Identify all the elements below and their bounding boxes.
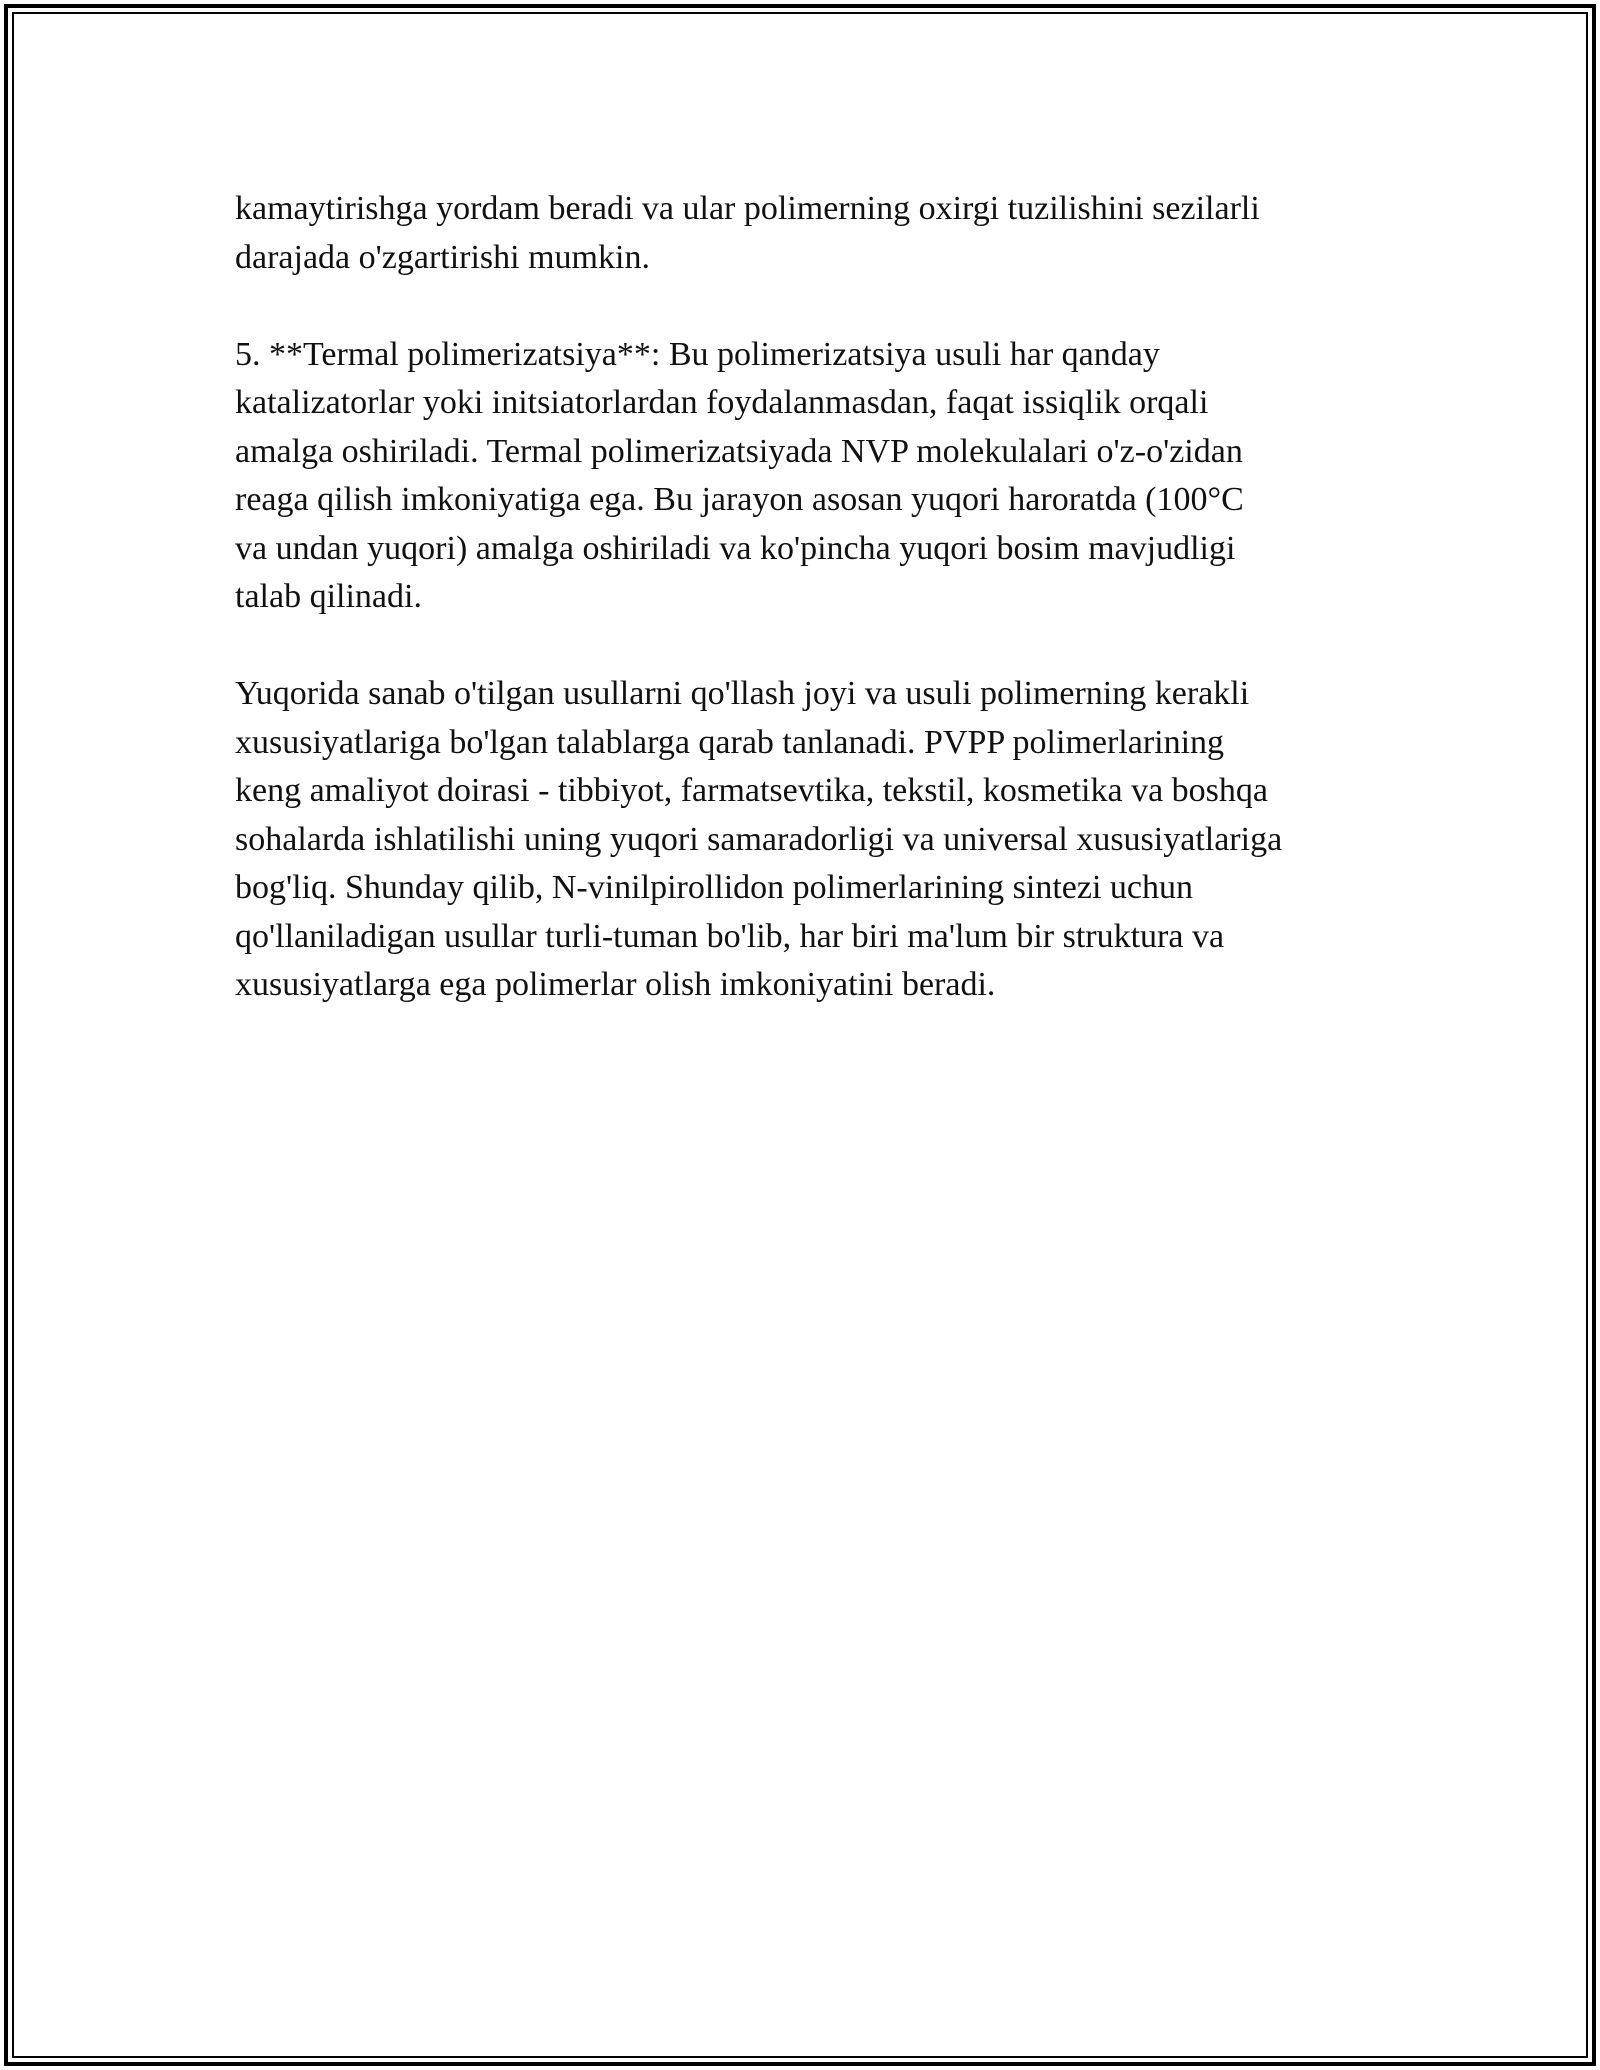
text-line: sohalarda ishlatilishi uning yuqori samaradorligi va universal xususiyatlariga bbox=[235, 820, 1283, 858]
text-line: xususiyatlarga ega polimerlar olish imkoniyatini beradi. bbox=[235, 966, 996, 1003]
text-line: keng amaliyot doirasi - tibbiyot, farmatsevtika, tekstil, kosmetika va boshqa bbox=[235, 772, 1268, 809]
text-line: reaga qilish imkoniyatiga ega. Bu jarayon asosan yuqori haroratda (100°C bbox=[235, 481, 1244, 518]
text-line: Yuqorida sanab o'tilgan usullarni qo'llash joyi va usuli polimerning kerakli bbox=[235, 675, 1250, 712]
text-line: bog'liq. Shunday qilib, N-vinilpirollidon polimerlarining sintezi uchun bbox=[235, 869, 1194, 906]
text-line: darajada o'zgartirishi mumkin. bbox=[235, 238, 650, 276]
text-line: va undan yuqori) amalga oshiriladi va ko'pincha yuqori bosim mavjudligi bbox=[235, 529, 1236, 567]
text-line: xususiyatlariga bo'lgan talablarga qarab tanlanadi. PVPP polimerlarining bbox=[235, 723, 1225, 761]
text-line: qo'llaniladigan usullar turli-tuman bo'lib, har biri ma'lum bir struktura va bbox=[235, 917, 1225, 955]
paragraph-conclusion bbox=[235, 670, 1385, 1010]
text-line: 5. **Termal polimerizatsiya**: Bu polimerizatsiya usuli har qanday bbox=[235, 335, 1160, 373]
text-line: amalga oshiriladi. Termal polimerizatsiyada NVP molekulalari o'z-o'zidan bbox=[235, 432, 1243, 470]
paragraph-continuation bbox=[235, 185, 1385, 282]
document-body bbox=[235, 185, 1385, 1010]
text-line: kamaytirishga yordam beradi va ular polimerning oxirgi tuzilishini sezilarli bbox=[235, 190, 1260, 227]
paragraph-termal-polimerizatsiya bbox=[235, 331, 1385, 622]
text-line: talab qilinadi. bbox=[235, 578, 422, 615]
text-line: katalizatorlar yoki initsiatorlardan foydalanmasdan, faqat issiqlik orqali bbox=[235, 384, 1209, 421]
